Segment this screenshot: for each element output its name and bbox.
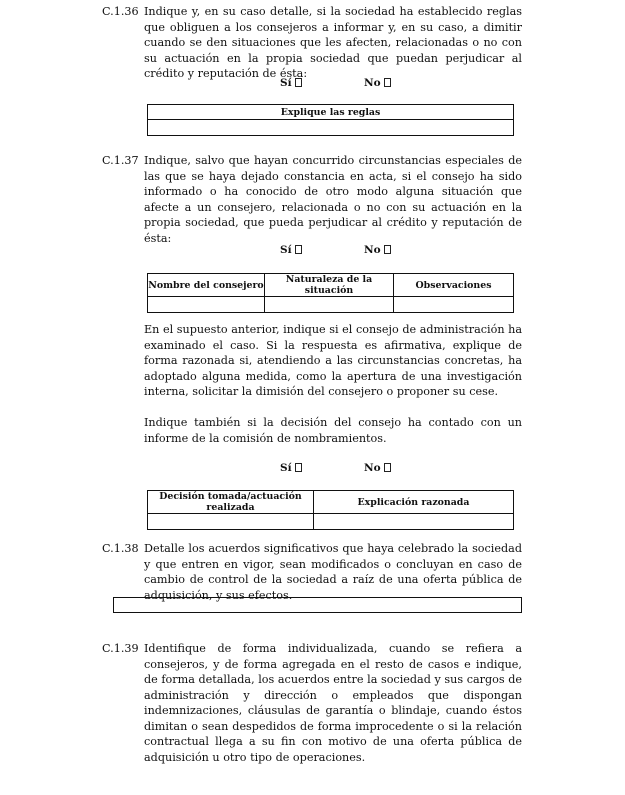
decision-table bbox=[147, 490, 514, 530]
situations-table-cell[interactable] bbox=[148, 297, 265, 313]
yes-option-c136[interactable] bbox=[280, 77, 302, 89]
yes-label: Sí bbox=[280, 462, 292, 474]
question-number-c137: C.1.37 bbox=[102, 154, 139, 167]
checkbox-icon[interactable] bbox=[295, 245, 302, 254]
checkbox-icon[interactable] bbox=[295, 78, 302, 87]
no-option-c137[interactable] bbox=[364, 244, 391, 256]
rules-table-cell[interactable] bbox=[148, 120, 514, 136]
checkbox-icon[interactable] bbox=[295, 463, 302, 472]
no-option-c137b[interactable] bbox=[364, 462, 391, 474]
no-label: No bbox=[364, 244, 381, 256]
rules-table bbox=[147, 104, 514, 136]
agreements-answer-box[interactable] bbox=[113, 597, 522, 613]
decision-table-header: Explicación razonada bbox=[314, 491, 514, 514]
situations-table-header: Naturaleza de la situación bbox=[265, 274, 394, 297]
checkbox-icon[interactable] bbox=[384, 78, 391, 87]
question-number-c139: C.1.39 bbox=[102, 642, 139, 655]
checkbox-icon[interactable] bbox=[384, 463, 391, 472]
situations-table-cell[interactable] bbox=[265, 297, 394, 313]
question-text-c138: Detalle los acuerdos significativos que haya celebrado la sociedad y que entren en vigor, sean modificados o concluyan en caso de cambio de control de la sociedad a raíz de una oferta pública de adquisición, y sus efectos. bbox=[144, 542, 522, 602]
no-option-c136[interactable] bbox=[364, 77, 391, 89]
decision-table-cell[interactable] bbox=[148, 514, 314, 530]
board-review-paragraph: En el supuesto anterior, indique si el consejo de administración ha examinado el caso. Si la respuesta es afirmativa, explique de forma razonada si, atendiendo a las circunstancias concretas, ha adoptado alguna medida, como la apertura de una investigación interna, solicitar la dimisión del consejero o proponer su cese. bbox=[144, 323, 522, 398]
situations-table-header: Nombre del consejero bbox=[148, 274, 265, 297]
question-number-c136: C.1.36 bbox=[102, 5, 139, 18]
decision-table-cell[interactable] bbox=[314, 514, 514, 530]
situations-table-header: Observaciones bbox=[394, 274, 514, 297]
decision-table-header: Decisión tomada/actuación realizada bbox=[148, 491, 314, 514]
checkbox-icon[interactable] bbox=[384, 245, 391, 254]
yes-option-c137b[interactable] bbox=[280, 462, 302, 474]
no-label: No bbox=[364, 462, 381, 474]
rules-table-header: Explique las reglas bbox=[148, 105, 514, 120]
yes-label: Sí bbox=[280, 244, 292, 256]
yes-label: Sí bbox=[280, 77, 292, 89]
no-label: No bbox=[364, 77, 381, 89]
question-text-c137: Indique, salvo que hayan concurrido circunstancias especiales de las que se haya dejado constancia en acta, si el consejo ha sido informado o ha conocido de otro modo alguna situación que afecte a un consejero, relacionada o no con su actuación en la propia sociedad, que pueda perjudicar al crédito y reputación de ésta: bbox=[144, 154, 522, 245]
question-text-c139: Identifique de forma individualizada, cuando se refiera a consejeros, y de forma agregada en el resto de casos e indique, de forma detallada, los acuerdos entre la sociedad y sus cargos de administración y dirección o empleados que dispongan indemnizaciones, cláusulas de garantía o blindaje, cuando éstos dimitan o sean despedidos de forma improcedente o si la relación contractual llega a su fin con motivo de una oferta pública de adquisición u otro tipo de operaciones. bbox=[144, 642, 522, 764]
question-number-c138: C.1.38 bbox=[102, 542, 139, 555]
yes-option-c137[interactable] bbox=[280, 244, 302, 256]
situations-table bbox=[147, 273, 514, 313]
nominations-report-paragraph: Indique también si la decisión del consejo ha contado con un informe de la comisión de nombramientos. bbox=[144, 416, 522, 445]
situations-table-cell[interactable] bbox=[394, 297, 514, 313]
question-text-c136: Indique y, en su caso detalle, si la sociedad ha establecido reglas que obliguen a los consejeros a informar y, en su caso, a dimitir cuando se den situaciones que les afecten, relacionadas o no con su actuación en la propia sociedad que puedan perjudicar al crédito y reputación de ésta: bbox=[144, 5, 522, 80]
